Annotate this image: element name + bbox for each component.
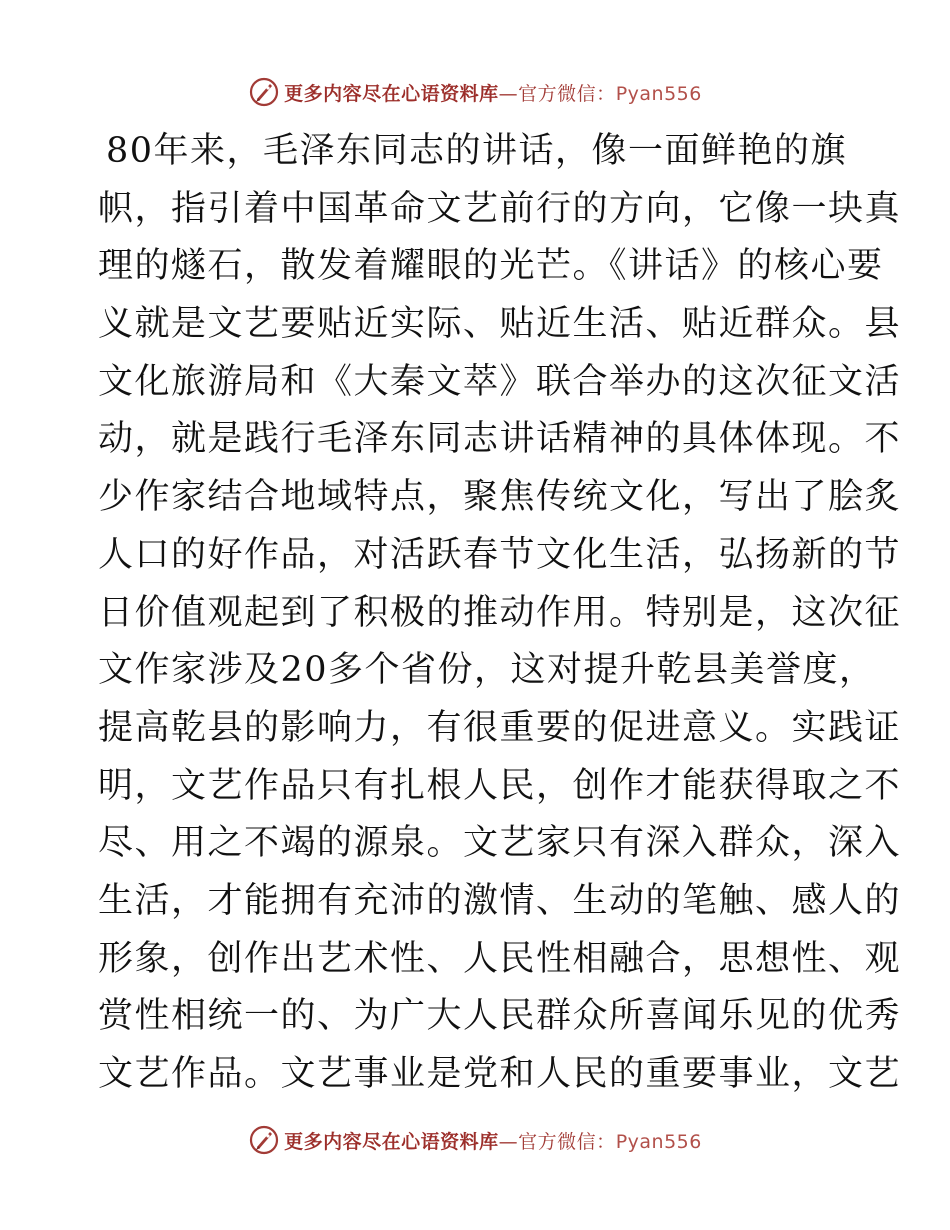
text-line: 动，就是践行毛泽东同志讲话精神的具体体现。不: [98, 419, 902, 460]
watermark-label: 官方微信：: [518, 82, 616, 105]
watermark-id: Pyan556: [615, 82, 702, 105]
text-line: 义就是文艺要贴近实际、贴近生活、贴近群众。县: [98, 304, 902, 345]
text-line: 帜，指引着中国革命文艺前行的方向，它像一块真: [98, 188, 902, 229]
text-line: 赏性相统一的、为广大人民群众所喜闻乐见的优秀: [98, 996, 902, 1037]
header-watermark: [0, 72, 950, 112]
text-line: 80年来，毛泽东同志的讲话，像一面鲜艳的旗: [106, 131, 848, 171]
watermark-prefix: 更多内容尽在心语资料库: [284, 1130, 499, 1153]
watermark-text: [284, 1127, 702, 1154]
text-line: 生活，才能拥有充沛的激情、生动的笔触、感人的: [98, 880, 902, 921]
text-line: 文艺作品。文艺事业是党和人民的重要事业，文艺: [98, 1054, 902, 1094]
text-line: 日价值观起到了积极的推动作用。特别是，这次征: [98, 592, 902, 633]
watermark-text: [284, 79, 702, 106]
text-line: 文化旅游局和《大秦文萃》联合举办的这次征文活: [98, 361, 902, 402]
text-line: 理的燧石，散发着耀眼的光芒。《讲话》的核心要: [98, 246, 884, 287]
text-line: 形象，创作出艺术性、人民性相融合，思想性、观: [98, 938, 902, 979]
document-body: [98, 123, 902, 1104]
watermark-prefix: 更多内容尽在心语资料库: [284, 82, 499, 105]
text-line: 人口的好作品，对活跃春节文化生活，弘扬新的节: [98, 534, 902, 575]
watermark-id: Pyan556: [615, 1130, 702, 1153]
footer-watermark: [0, 1120, 950, 1160]
text-line: 文作家涉及20多个省份，这对提升乾县美誉度，: [98, 650, 876, 691]
watermark-separator: —: [498, 82, 519, 105]
text-line: 明，文艺作品只有扎根人民，创作才能获得取之不: [98, 765, 902, 806]
watermark-label: 官方微信：: [518, 1130, 616, 1153]
text-line: 尽、用之不竭的源泉。文艺家只有深入群众，深入: [98, 823, 902, 864]
quill-logo-icon: [248, 1124, 280, 1156]
text-line: 提高乾县的影响力，有很重要的促进意义。实践证: [98, 707, 902, 748]
text-line: 少作家结合地域特点，聚焦传统文化，写出了脍炙: [98, 477, 902, 518]
quill-logo-icon: [248, 76, 280, 108]
watermark-separator: —: [498, 1130, 519, 1153]
